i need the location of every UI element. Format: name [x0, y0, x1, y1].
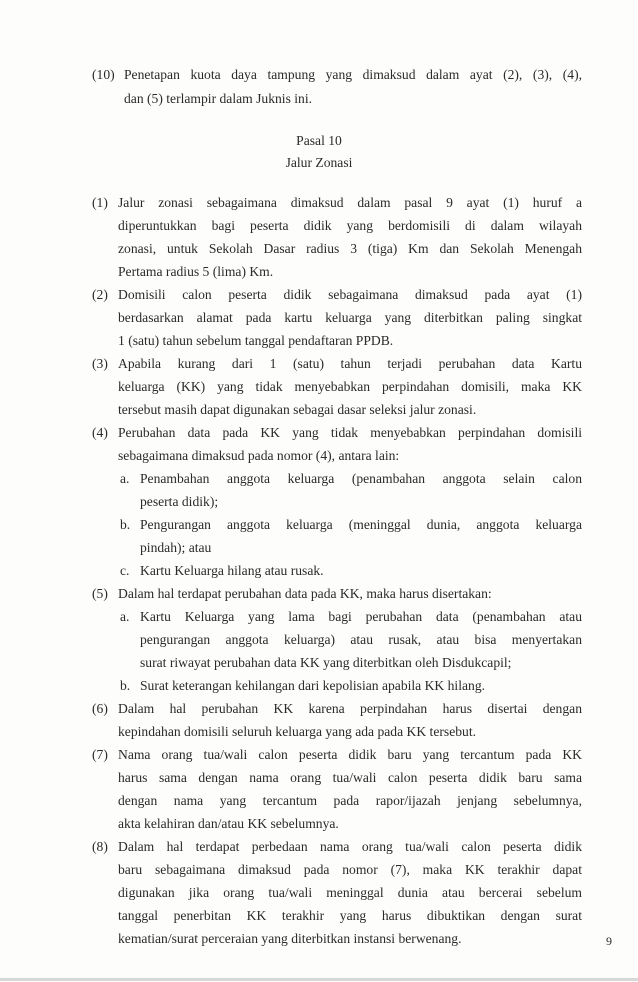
- text-line: Penetapan kuota daya tampung yang dimaksud dalam ayat (2), (3), (4),: [124, 67, 582, 82]
- text-line: digunakan jika orang tua/wali meninggal dunia atau bercerai sebelum: [118, 885, 582, 900]
- text-line: Dalam hal perubahan KK karena perpindahan harus disertai dengan: [118, 701, 582, 716]
- text-line: Pengurangan anggota keluarga (meninggal dunia, anggota keluarga: [140, 517, 582, 532]
- text-line: baru sebagaimana dimaksud pada nomor (7), maka KK terakhir dapat: [118, 862, 582, 877]
- text-line: Domisili calon peserta didik sebagaimana dimaksud pada ayat (1): [118, 287, 582, 302]
- item-number: (2): [92, 287, 108, 302]
- text-line: kepindahan domisili seluruh keluarga yang ada pada KK tersebut.: [118, 724, 476, 739]
- text-line: Perubahan data pada KK yang tidak menyebabkan perpindahan domisili: [118, 425, 582, 440]
- text-line: Dalam hal terdapat perbedaan nama orang tua/wali calon peserta didik: [118, 839, 582, 854]
- page-number: 9: [606, 934, 612, 948]
- text-line: dan (5) terlampir dalam Juknis ini.: [124, 91, 313, 106]
- text-line: Penambahan anggota keluarga (penambahan anggota selain calon: [140, 471, 582, 486]
- text-line: sebagaimana dimaksud pada nomor (4), antara lain:: [118, 448, 400, 463]
- text-line: zonasi, untuk Sekolah Dasar radius 3 (tiga) Km dan Sekolah Menengah: [118, 241, 582, 256]
- text-line: Surat keterangan kehilangan dari kepolisian apabila KK hilang.: [140, 678, 486, 693]
- text-line: 1 (satu) tahun sebelum tanggal pendaftaran PPDB.: [118, 333, 394, 348]
- item-number: (8): [92, 839, 108, 854]
- text-line: pengurangan anggota keluarga) atau rusak, atau bisa menyertakan: [140, 632, 582, 647]
- item-number: (4): [92, 425, 108, 440]
- text-line: Pertama radius 5 (lima) Km.: [118, 264, 274, 279]
- text-line: Jalur zonasi sebagaimana dimaksud dalam pasal 9 ayat (1) huruf a: [118, 195, 582, 210]
- text-line: Apabila kurang dari 1 (satu) tahun terjadi perubahan data Kartu: [118, 356, 582, 371]
- item-number: (3): [92, 356, 108, 371]
- text-line: peserta didik);: [140, 494, 219, 509]
- section-title: Jalur Zonasi: [285, 155, 353, 170]
- text-line: surat riwayat perubahan data KK yang diterbitkan oleh Disdukcapil;: [140, 655, 512, 670]
- pasal-number: Pasal 10: [296, 133, 342, 148]
- text-line: harus sama dengan nama orang tua/wali calon peserta didik baru sama: [118, 770, 582, 785]
- item-number: (7): [92, 747, 108, 762]
- sub-item-letter: b.: [120, 517, 131, 532]
- text-line: Kartu Keluarga yang lama bagi perubahan data (penambahan atau: [140, 609, 582, 624]
- scan-edge-divider: [0, 978, 638, 981]
- text-line: tersebut masih dapat digunakan sebagai dasar seleksi jalur zonasi.: [118, 402, 477, 417]
- text-line: dengan nama yang tercantum pada rapor/ijazah jenjang sebelumnya,: [118, 793, 582, 808]
- sub-item-letter: b.: [120, 678, 131, 693]
- item-number: (5): [92, 586, 108, 601]
- sub-item-letter: a.: [120, 471, 130, 486]
- text-line: diperuntukkan bagi peserta didik yang berdomisili di dalam wilayah: [118, 218, 582, 233]
- text-line: Kartu Keluarga hilang atau rusak.: [140, 563, 324, 578]
- text-line: kematian/surat perceraian yang diterbitkan instansi berwenang.: [118, 931, 462, 946]
- item-number: (6): [92, 701, 108, 716]
- text-line: keluarga (KK) yang tidak menyebabkan perpindahan domisili, maka KK: [118, 379, 582, 394]
- item-number: (1): [92, 195, 108, 210]
- text-line: akta kelahiran dan/atau KK sebelumnya.: [118, 816, 339, 831]
- text-line: Dalam hal terdapat perubahan data pada KK, maka harus disertakan:: [118, 586, 492, 601]
- text-line: tanggal penerbitan KK terakhir yang harus dibuktikan dengan surat: [118, 908, 582, 923]
- item-number: (10): [92, 67, 115, 82]
- text-line: pindah); atau: [140, 540, 212, 555]
- text-line: berdasarkan alamat pada kartu keluarga yang diterbitkan paling singkat: [118, 310, 582, 325]
- sub-item-letter: c.: [120, 563, 130, 578]
- text-line: Nama orang tua/wali calon peserta didik baru yang tercantum pada KK: [118, 747, 582, 762]
- sub-item-letter: a.: [120, 609, 130, 624]
